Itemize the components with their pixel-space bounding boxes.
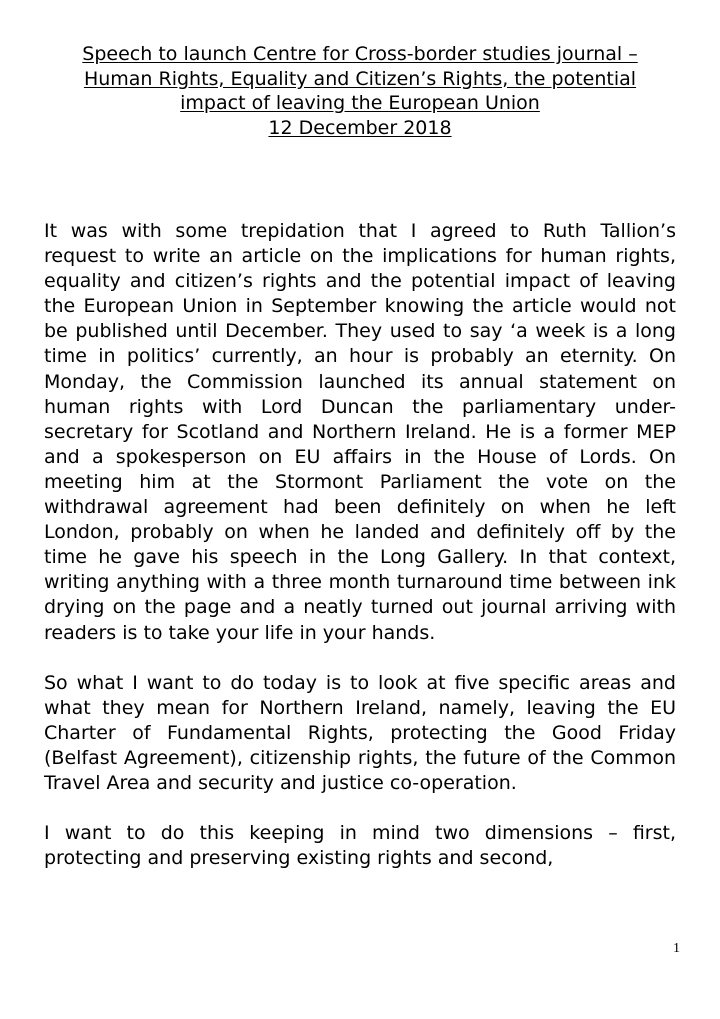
paragraph-intro: It was with some trepidation that I agreed to Ruth Tallion’s request to write an article on the implications for human rights, equality and citizen’s rights and the potential impact of leaving the European Union in September knowing the article would not be published until December. They used to say ‘a week is a long time in politics’ currently, an hour is probably an eternity. On Monday, the Commission launched its annual statement on human rights with Lord Duncan the parliamentary under-secretary for Scotland and Northern Ireland. He is a former MEP and a spokesperson on EU affairs in the House of Lords. On meeting him at the Stormont Parliament the vote on the withdrawal agreement had been definitely on when he left London, probably on when he landed and definitely off by the time he gave his speech in the Long Gallery. In that context, writing anything with a three month turnaround time between ink drying on the page and a neatly turned out journal arriving with readers is to take your life in your hands. [44, 220, 676, 644]
title-line-2: Human Rights, Equality and Citizen’s Rights, the potential [83, 67, 637, 90]
speech-body [44, 219, 676, 897]
title-line-1: Speech to launch Centre for Cross-border studies journal – [82, 43, 638, 65]
speech-title [44, 42, 676, 140]
paragraph-two-dimensions: I want to do this keeping in mind two dimensions – first, protecting and preserving existing rights and second, [44, 822, 676, 870]
paragraph-five-areas: So what I want to do today is to look at five specific areas and what they mean for Northern Ireland, namely, leaving the EU Charter of Fundamental Rights, protecting the Good Friday (Belfast Agreement), citizenship rights, the future of the Common Travel Area and security and justice co-operation. [44, 671, 676, 795]
page-number: 1 [673, 941, 680, 956]
title-line-3: impact of leaving the European Union [180, 92, 540, 114]
speech-date: 12 December 2018 [268, 116, 452, 139]
